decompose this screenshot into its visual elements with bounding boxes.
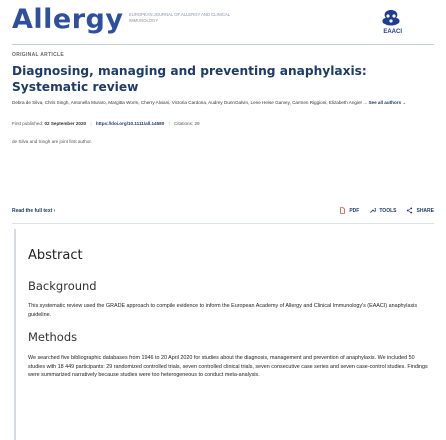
- journal-tagline: EUROPEAN JOURNAL OF ALLERGY AND CLINICAL IMMUNOLOGY: [129, 12, 230, 23]
- published-date: 02 September 2020: [44, 121, 87, 126]
- author-names[interactable]: Debra de Silva, Chris Singh, Antonella Muraro, Margitta Worm, Cherry Alviani, Victoria Cardona, Audrey DunnGalvin, Lene Heise Garvey, Carmen Riggioni, Elizabeth Angier ...: [12, 100, 368, 105]
- abstract-heading: Abstract: [28, 248, 83, 263]
- see-all-authors-link[interactable]: See all authors: [368, 100, 402, 105]
- doi-link[interactable]: https://doi.org/10.1111/all.14580: [95, 121, 165, 126]
- eaaci-logo-text: EAACI: [383, 29, 402, 35]
- wrench-icon: [369, 207, 376, 214]
- published-label: First published:: [12, 121, 44, 126]
- article-title: Diagnosing, managing and preventing anaphylaxis: Systematic review: [12, 64, 367, 94]
- share-button[interactable]: [406, 207, 434, 214]
- share-icon: [406, 207, 413, 214]
- meta-divider: |: [90, 121, 92, 126]
- citations-count[interactable]: Citations: 29: [174, 121, 200, 126]
- article-type-label: ORIGINAL ARTICLE: [12, 52, 65, 58]
- pdf-button[interactable]: [339, 207, 359, 214]
- tool-group: [339, 207, 434, 214]
- journal-logo[interactable]: Allergy: [12, 4, 124, 35]
- abstract-section: [14, 229, 434, 440]
- author-list: [12, 99, 436, 106]
- tools-label: TOOLS: [379, 207, 397, 214]
- share-label: SHARE: [416, 207, 434, 214]
- joint-author-note: de Silva and Singh are joint first author.: [12, 139, 92, 144]
- journal-header: [0, 0, 446, 40]
- tools-button[interactable]: [369, 207, 396, 214]
- chevron-down-icon: ⌄: [402, 100, 407, 105]
- chevron-right-icon: ›: [53, 208, 56, 214]
- read-full-text-label: Read the full text: [12, 208, 53, 214]
- meta-divider: |: [168, 121, 170, 126]
- read-full-text-link[interactable]: [12, 208, 55, 214]
- pdf-icon: [339, 207, 346, 214]
- background-text: This systematic review used the GRADE approach to compile evidence to inform the European Academy of Allergy and Clinical Immunology's (EAACI) anaphylaxis guideline.: [28, 303, 418, 318]
- article-toolbar: [12, 207, 434, 217]
- header-divider: [12, 44, 434, 45]
- methods-text: We searched five bibliographic databases from 1946 to 20 April 2020 for studies about the diagnosis, management and prevention of anaphylaxis. We included 50 studies with 18 449 participants: 29 randomized controlled trials, seven controlled clinical trials, seven consecutive case series and seven case-control studies. Findings were summarized narratively because studies were too heterogeneous to conduct meta-analysis.: [28, 355, 428, 379]
- pdf-label: PDF: [349, 207, 360, 214]
- methods-heading: Methods: [28, 330, 78, 344]
- publication-meta: [12, 121, 200, 126]
- background-heading: Background: [28, 279, 97, 293]
- toolbar-divider: [12, 223, 434, 224]
